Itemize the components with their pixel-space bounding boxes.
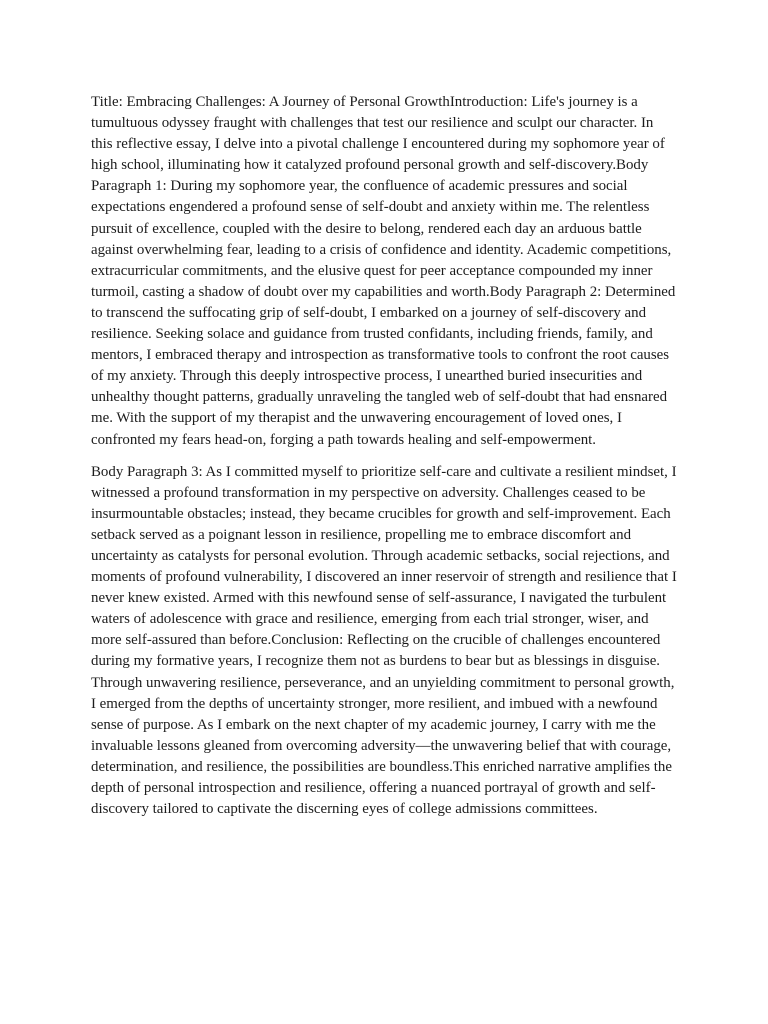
- essay-paragraph-2: Body Paragraph 3: As I committed myself to prioritize self-care and cultivate a resilient mindset, I witnessed a profound transformation in my perspective on adversity. Challenges ceased to be insurmountable obstacles; instead, they became crucibles for growth and self-improvement. Each setback served as a poignant lesson in resilience, propelling me to embrace discomfort and uncertainty as catalysts for personal evolution. Through academic setbacks, social rejections, and moments of profound vulnerability, I discovered an inner reservoir of strength and resilience that I never knew existed. Armed with this newfound sense of self-assurance, I navigated the turbulent waters of adolescence with grace and resilience, emerging from each trial stronger, wiser, and more self-assured than before.Conclusion: Reflecting on the crucible of challenges encountered during my formative years, I recognize them not as burdens to bear but as blessings in disguise. Through unwavering resilience, perseverance, and an unyielding commitment to personal growth, I emerged from the depths of uncertainty stronger, more resilient, and imbued with a newfound sense of purpose. As I embark on the next chapter of my academic journey, I carry with me the invaluable lessons gleaned from overcoming adversity—the unwavering belief that with courage, determination, and resilience, the possibilities are boundless.This enriched narrative amplifies the depth of personal introspection and resilience, offering a nuanced portrayal of growth and self-discovery tailored to captivate the discerning eyes of college admissions committees.: [91, 463, 677, 818]
- essay-paragraph-1: Title: Embracing Challenges: A Journey of Personal GrowthIntroduction: Life's journey is a tumultuous odyssey fraught with challenges that test our resilience and sculpt our character. In this reflective essay, I delve into a pivotal challenge I encountered during my sophomore year of high school, illuminating how it catalyzed profound personal growth and self-discovery.Body Paragraph 1: During my sophomore year, the confluence of academic pressures and social expectations engendered a profound sense of self-doubt and anxiety within me. The relentless pursuit of excellence, coupled with the desire to belong, rendered each day an arduous battle against overwhelming fear, leading to a crisis of confidence and identity. Academic competitions, extracurricular commitments, and the elusive quest for peer acceptance compounded my inner turmoil, casting a shadow of doubt over my capabilities and worth.Body Paragraph 2: Determined to transcend the suffocating grip of self-doubt, I embarked on a journey of self-discovery and resilience. Seeking solace and guidance from trusted confidants, including friends, family, and mentors, I embraced therapy and introspection as transformative tools to confront the root causes of my anxiety. Through this deeply introspective process, I unearthed buried insecurities and unhealthy thought patterns, gradually unraveling the tangled web of self-doubt that had ensnared me. With the support of my therapist and the unwavering encouragement of loved ones, I confronted my fears head-on, forging a path towards healing and self-empowerment.: [91, 94, 676, 448]
- document-page: [91, 92, 677, 820]
